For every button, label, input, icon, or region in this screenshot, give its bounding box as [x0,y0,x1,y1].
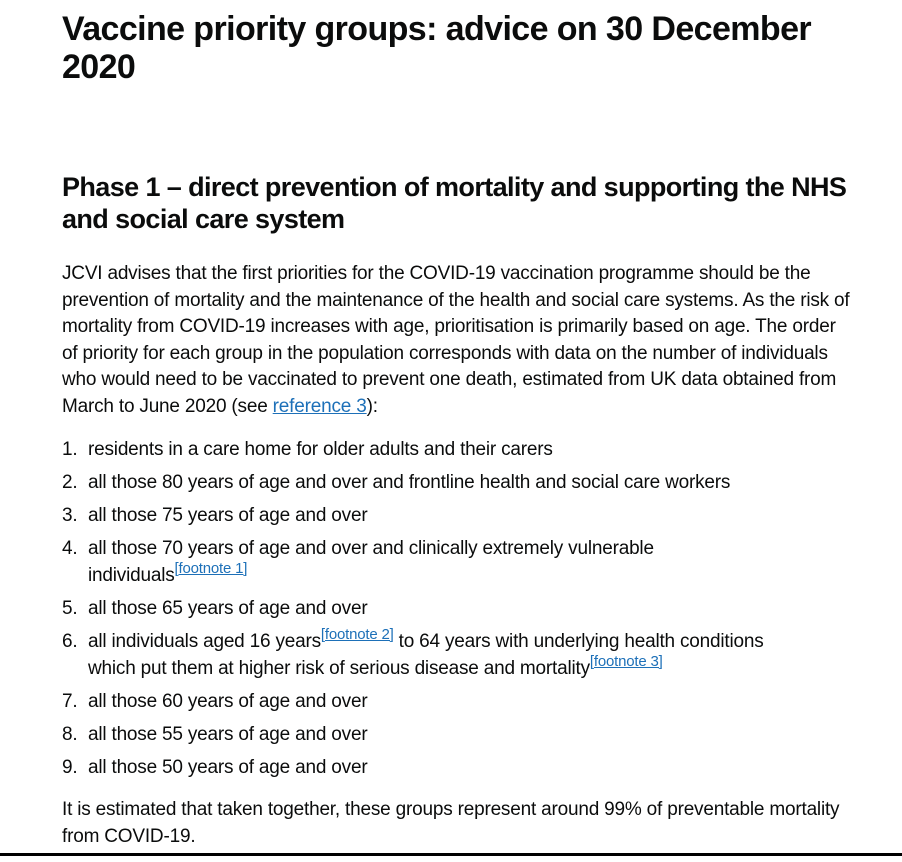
list-item-text: all those 70 years of age and over and clinically extremely vulnerable individuals [88,538,654,586]
list-item [62,535,862,589]
intro-text: JCVI advises that the first priorities for the COVID-19 vaccination programme should be the prevention of mortality and the maintenance of the health and social care systems. As the risk of mortality from COVID-19 increases with age, prioritisation is primarily based on age. The order of priority for each group in the population corresponds with data on the number of individuals who would need to be vaccinated to prevent one death, estimated from UK data obtained from March to June 2020 (see [62,263,850,417]
list-item-number: 8. [62,724,78,745]
footnote-3-link[interactable]: [footnote 3] [589,652,663,670]
list-item-text: residents in a care home for older adults and their carers [88,439,553,460]
list-item [62,595,862,622]
intro-paragraph [62,261,854,420]
reference-3-link[interactable]: reference 3 [272,395,367,417]
list-item-number: 3. [62,505,78,526]
list-item [62,436,862,463]
footnote-1-link[interactable]: [footnote 1] [174,559,248,577]
list-item [62,502,862,529]
list-item-text: all individuals aged 16 years [88,631,321,652]
section-heading: Phase 1 – direct prevention of mortality and supporting the NHS and social care system [62,172,847,234]
list-item-number: 9. [62,757,78,778]
list-item-number: 7. [62,691,78,712]
list-item [62,625,862,682]
list-item-text: all those 65 years of age and over [88,598,368,619]
list-item-number: 2. [62,472,78,493]
footnote-2-link[interactable]: [footnote 2] [320,625,394,643]
list-item-text: all those 60 years of age and over [88,691,368,712]
list-item [62,688,862,715]
closing-paragraph: It is estimated that taken together, these groups represent around 99% of preventable mortality from COVID-19. [62,799,840,847]
list-item [62,721,862,748]
priority-list [62,436,862,781]
list-item-text: all those 75 years of age and over [88,505,368,526]
list-item-number: 5. [62,598,78,619]
intro-text-after: ): [366,395,378,417]
list-item-text: all those 80 years of age and over and frontline health and social care workers [88,472,731,493]
list-item-number: 1. [62,439,78,460]
phase1-section [62,171,862,850]
list-item-number: 4. [62,538,78,559]
list-item-text: to 64 years with underlying health conditions which put them at higher risk of serious disease and mortality [88,631,764,679]
list-item-text: all those 55 years of age and over [88,724,368,745]
list-item-text: all those 50 years of age and over [88,757,368,778]
bottom-divider [0,853,902,856]
page-title: Vaccine priority groups: advice on 30 December 2020 [62,10,812,86]
list-item [62,469,862,496]
list-item-number: 6. [62,631,78,652]
list-item [62,754,862,781]
